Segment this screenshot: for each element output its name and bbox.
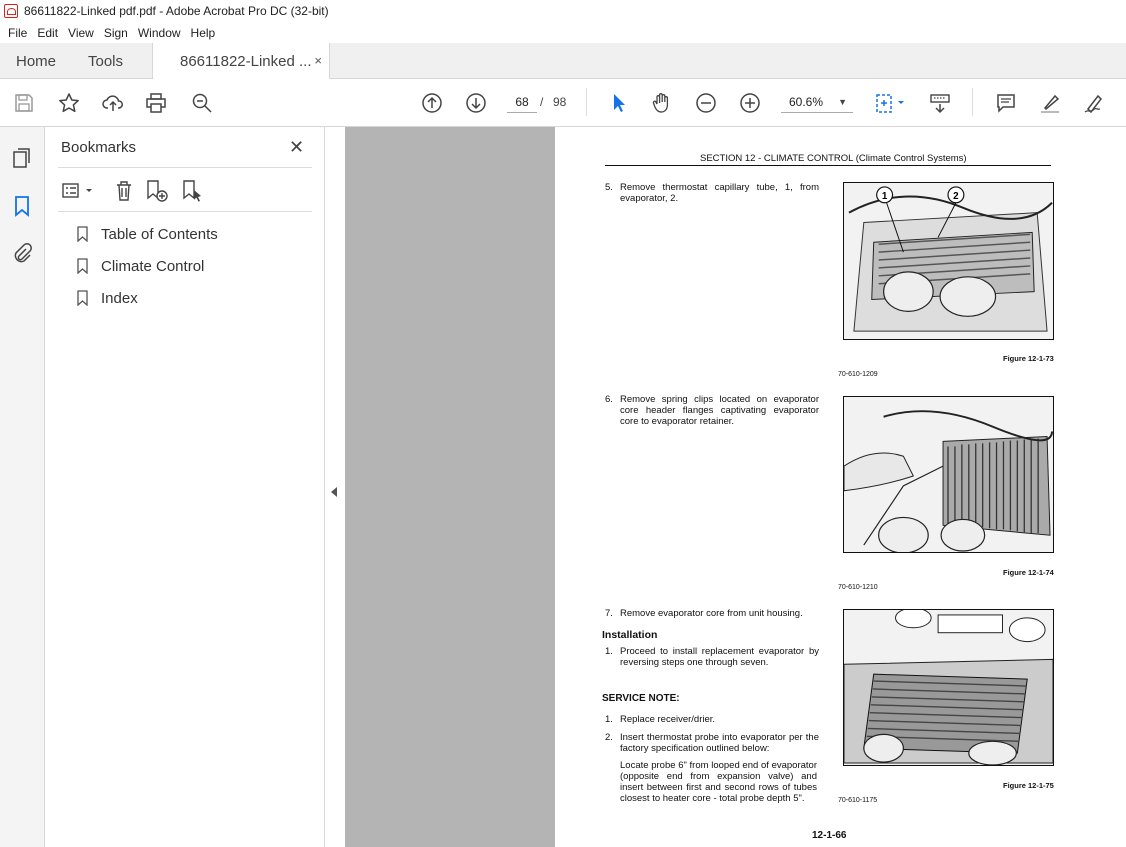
page-number-input[interactable]: 68: [507, 91, 537, 113]
section-header: SECTION 12 - CLIMATE CONTROL (Climate Control Systems): [700, 153, 967, 164]
panel-divider: [58, 211, 312, 212]
bookmark-icon: [77, 258, 88, 274]
panel-divider: [58, 167, 312, 168]
panel-splitter[interactable]: [325, 127, 345, 847]
toolbar-divider: [586, 88, 587, 116]
tab-bar: [0, 43, 1126, 79]
step-number: 5.: [605, 182, 613, 193]
figure-caption: Figure 12-1-74: [1003, 568, 1054, 577]
step-text: Insert thermostat probe into evaporator per the factory specification outlined below:: [620, 732, 819, 754]
close-tab-icon[interactable]: ×: [314, 53, 322, 68]
step-number: 6.: [605, 394, 613, 405]
acrobat-logo-icon: [4, 4, 18, 18]
menu-view[interactable]: View: [68, 25, 94, 40]
figure-caption: Figure 12-1-75: [1003, 781, 1054, 790]
figure-12-1-75-photo: [843, 609, 1054, 766]
zoom-search-icon[interactable]: [190, 91, 214, 115]
attachments-paperclip-icon[interactable]: [11, 242, 33, 264]
select-cursor-icon[interactable]: [607, 91, 631, 115]
probe-instructions: Locate probe 6" from looped end of evaporator (opposite end from expansion valve) and insert between first and second rows of tubes closest to heater core - total probe depth 5".: [620, 760, 817, 804]
step-text: Proceed to install replacement evaporator by reversing steps one through seven.: [620, 646, 819, 668]
title-bar: [0, 0, 1126, 22]
figure-id: 70-610-1209: [838, 371, 878, 378]
bookmark-label: Climate Control: [101, 257, 205, 275]
step-text: Remove evaporator core from unit housing.: [620, 608, 803, 619]
hand-tool-icon[interactable]: [650, 91, 674, 115]
tab-document[interactable]: [152, 43, 330, 80]
bookmark-item[interactable]: [77, 255, 204, 277]
next-page-icon[interactable]: [464, 91, 488, 115]
window-title: 86611822-Linked pdf.pdf - Adobe Acrobat Pro DC (32-bit): [24, 4, 329, 18]
step-number: 1.: [605, 646, 613, 657]
menu-bar: [0, 22, 1126, 43]
page-total: 98: [553, 95, 567, 109]
chevron-down-icon: ▼: [838, 97, 847, 107]
pdf-page: [555, 127, 1126, 847]
step-text: Remove spring clips located on evaporator core header flanges captivating evaporator core to evaporator retainer.: [620, 394, 819, 427]
step-number: 1.: [605, 714, 613, 725]
header-rule: [605, 165, 1051, 166]
tab-document-label: 86611822-Linked ...: [180, 53, 312, 70]
bookmark-options-icon[interactable]: [61, 179, 95, 203]
star-icon[interactable]: [57, 91, 81, 115]
menu-sign[interactable]: Sign: [103, 25, 128, 40]
bookmarks-title: Bookmarks: [61, 139, 137, 156]
sign-pen-icon[interactable]: [1082, 91, 1106, 115]
menu-window[interactable]: Window: [137, 25, 181, 40]
print-icon[interactable]: [144, 91, 168, 115]
figure-caption: Figure 12-1-73: [1003, 354, 1054, 363]
menu-file[interactable]: File: [8, 25, 28, 40]
figure-id: 70-610-1210: [838, 584, 878, 591]
tab-tools[interactable]: Tools: [88, 52, 124, 70]
save-icon[interactable]: [12, 91, 36, 115]
callout-2: 2: [953, 190, 959, 202]
bookmark-item[interactable]: [77, 223, 218, 245]
close-panel-icon[interactable]: ✕: [289, 137, 305, 157]
callout-1: 1: [881, 190, 888, 202]
zoom-level-select[interactable]: [781, 91, 853, 113]
collapse-panel-icon[interactable]: [331, 487, 337, 497]
delete-bookmark-icon[interactable]: [112, 179, 136, 203]
step-number: 7.: [605, 608, 613, 619]
service-step-1: [605, 714, 819, 725]
install-step-1: [605, 646, 819, 668]
bookmarks-panel: [45, 127, 325, 847]
page-thumbnails-icon[interactable]: [11, 147, 33, 169]
step-6: [605, 394, 819, 427]
step-number: 2.: [605, 732, 613, 743]
page-number-label: 12-1-66: [812, 830, 847, 841]
step-text: Replace receiver/drier.: [620, 714, 716, 725]
toolbar-divider: [972, 88, 973, 116]
bookmark-label: Index: [101, 289, 138, 307]
highlight-pen-icon[interactable]: [1038, 91, 1062, 115]
zoom-level-value: 60.6%: [789, 95, 824, 109]
previous-page-icon[interactable]: [420, 91, 444, 115]
step-7: [605, 608, 819, 619]
bookmark-icon: [77, 290, 88, 306]
figure-12-1-73-photo: [843, 182, 1054, 340]
upload-cloud-icon[interactable]: [101, 91, 125, 115]
comment-icon[interactable]: [994, 91, 1018, 115]
figure-12-1-74-photo: [843, 396, 1054, 553]
step-text: Remove thermostat capillary tube, 1, from evaporator, 2.: [620, 182, 819, 204]
page-fit-icon[interactable]: [873, 91, 909, 115]
toolbar: [0, 79, 1126, 127]
find-bookmark-icon[interactable]: [181, 179, 205, 203]
bookmark-panel-icon[interactable]: [11, 195, 33, 217]
figure-id: 70-610-1175: [838, 797, 878, 804]
service-step-2: [605, 732, 819, 754]
tab-home[interactable]: Home: [16, 52, 57, 70]
zoom-out-icon[interactable]: [694, 91, 718, 115]
page-separator: /: [540, 95, 544, 109]
menu-help[interactable]: Help: [190, 25, 216, 40]
bookmark-label: Table of Contents: [101, 225, 218, 243]
zoom-in-icon[interactable]: [738, 91, 762, 115]
bookmark-item[interactable]: [77, 287, 138, 309]
bookmark-icon: [77, 226, 88, 242]
new-bookmark-icon[interactable]: [145, 179, 169, 203]
keyboard-scroll-icon[interactable]: [928, 91, 952, 115]
service-note-heading: SERVICE NOTE:: [602, 693, 680, 704]
menu-edit[interactable]: Edit: [37, 25, 59, 40]
step-5: [605, 182, 819, 204]
navigation-rail: [0, 127, 45, 847]
installation-heading: Installation: [602, 629, 658, 641]
document-viewer[interactable]: [345, 127, 1126, 847]
